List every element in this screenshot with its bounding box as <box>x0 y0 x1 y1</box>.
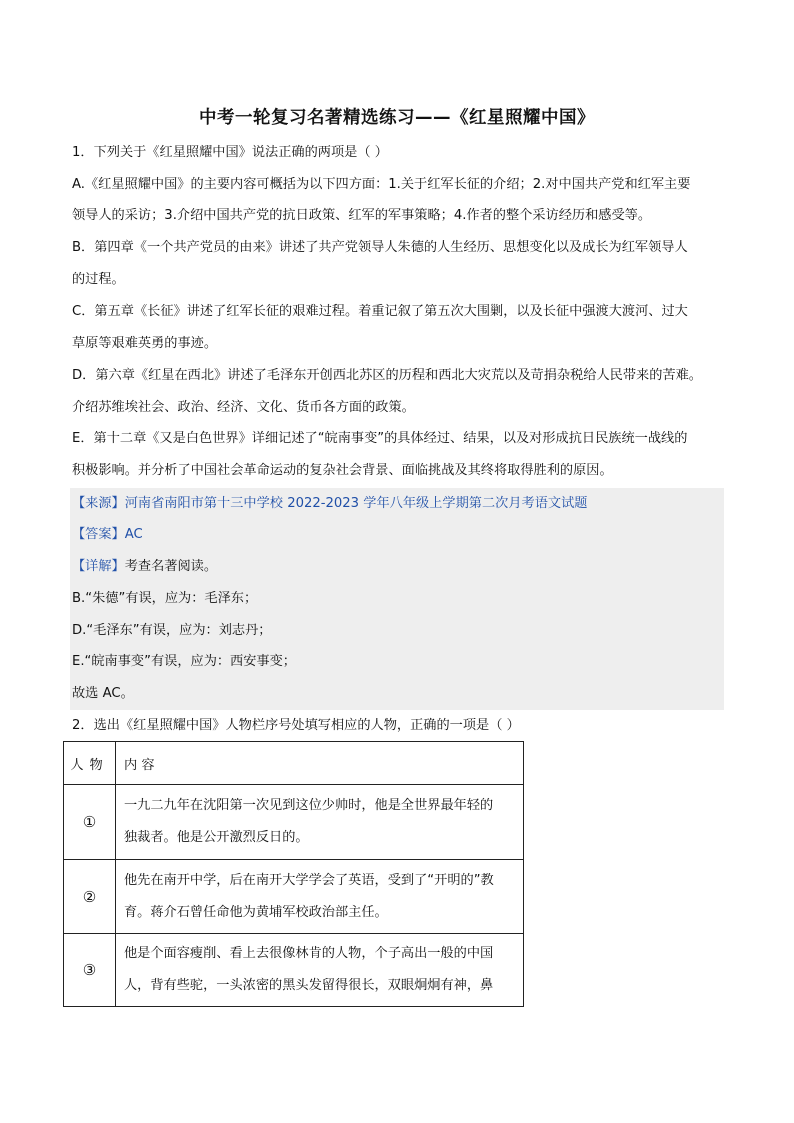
explanation-e: E.“皖南事变”有误，应为：西安事变； <box>72 654 296 669</box>
row-number: ③ <box>64 934 116 1007</box>
row-content-line: 他先在南开中学，后在南开大学学会了英语，受到了“开明的”教 <box>124 872 494 888</box>
explanation-d: D.“毛泽东”有误，应为：刘志丹； <box>72 623 272 638</box>
answer-line <box>72 519 724 551</box>
row-content-line: 他是个面容瘦削、看上去很像林肯的人物，个子高出一般的中国 <box>124 946 494 961</box>
row-content-line: 独裁者。他是公开激烈反日的。 <box>124 830 309 845</box>
source-tag: 【来源】 <box>72 496 125 511</box>
row-content-line: 育。蒋介石曾任命他为黄埔军校政治部主任。 <box>124 904 388 920</box>
option-c-line-2: 草原等艰难英勇的事迹。 <box>72 336 218 351</box>
header-person: 人物 <box>64 742 116 785</box>
question-1-stem: 1．下列关于《红星照耀中国》说法正确的两项是（ ） <box>72 145 388 160</box>
source-line <box>72 488 724 520</box>
source-text: 河南省南阳市第十三中学校 2022-2023 学年八年级上学期第二次月考语文试题 <box>124 496 588 511</box>
option-e-line-1: E．第十二章《又是白色世界》详细记述了“皖南事变”的具体经过、结果，以及对形成抗日民族统一战线的 <box>72 431 688 446</box>
answer-text: AC <box>124 527 143 542</box>
option-a-line-1: A.《红星照耀中国》的主要内容可概括为以下四方面：1.关于红军长征的介绍；2.对中国共产党和红军主要 <box>72 177 691 192</box>
answer-tag: 【答案】 <box>72 527 125 542</box>
row-content <box>116 934 524 1007</box>
option-b-line-1: B．第四章《一个共产党员的由来》讲述了共产党领导人朱德的人生经历、思想变化以及成长为红军领导人 <box>72 240 688 255</box>
option-b-line-2: 的过程。 <box>72 272 125 287</box>
option-a-line-2: 领导人的采访；3.介绍中国共产党的抗日政策、红军的军事策略；4.作者的整个采访经历和感受等。 <box>72 208 652 223</box>
option-d-line-1: D．第六章《红星在西北》讲述了毛泽东开创西北苏区的历程和西北大灾荒以及苛捐杂税给人民带来的苦难。 <box>72 368 702 383</box>
character-table <box>63 741 524 1007</box>
explanation-b: B.“朱德”有误，应为：毛泽东； <box>72 591 258 606</box>
conclusion-line: 故选 AC。 <box>72 686 134 701</box>
row-number: ② <box>64 860 116 934</box>
table-row <box>64 860 524 934</box>
row-content-line: 人，背有些驼，一头浓密的黑头发留得很长，双眼炯炯有神，鼻 <box>124 978 494 993</box>
page-title: 中考一轮复习名著精选练习——《红星照耀中国》 <box>199 108 595 128</box>
table-row <box>64 785 524 860</box>
option-c-line-1: C．第五章《长征》讲述了红军长征的艰难过程。着重记叙了第五次大围剿，以及长征中强渡大渡河、过大 <box>72 304 688 319</box>
detail-tag: 【详解】 <box>72 559 125 574</box>
table-row <box>64 934 524 1007</box>
row-content <box>116 785 524 860</box>
table-header-row <box>64 742 524 785</box>
row-content <box>116 860 524 934</box>
detail-line <box>72 551 724 583</box>
header-content: 内 容 <box>116 742 524 785</box>
option-e-line-2: 积极影响。并分析了中国社会革命运动的复杂社会背景、面临挑战及其终将取得胜利的原因。 <box>72 463 613 478</box>
row-number: ① <box>64 785 116 860</box>
question-2-stem: 2．选出《红星照耀中国》人物栏序号处填写相应的人物，正确的一项是（ ） <box>72 718 520 733</box>
detail-text: 考查名著阅读。 <box>124 559 218 574</box>
option-d-line-2: 介绍苏维埃社会、政治、经济、文化、货币各方面的政策。 <box>72 400 415 415</box>
row-content-line: 一九二九年在沈阳第一次见到这位少帅时，他是全世界最年轻的 <box>124 798 494 813</box>
